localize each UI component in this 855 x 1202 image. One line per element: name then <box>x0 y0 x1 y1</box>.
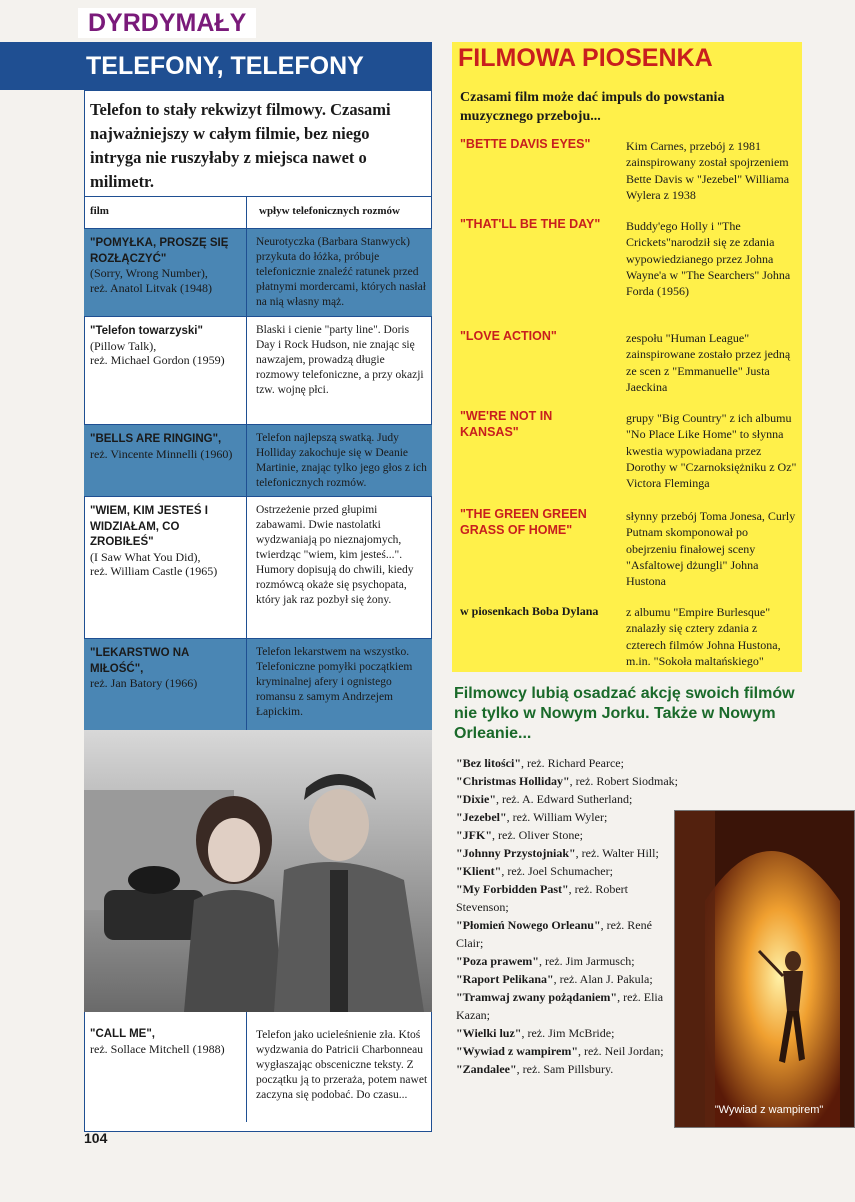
table-row <box>84 496 432 638</box>
song-description: Kim Carnes, przebój z 1981 zainspirowany został spojrzeniem Bette Davis w "Jezebel" Williama Wylera z 1938 <box>626 139 790 202</box>
film-title: "WIEM, KIM JESTEŚ I WIDZIAŁAM, CO ZROBIŁEŚ" <box>90 505 208 548</box>
table-header-film: film <box>84 196 246 228</box>
list-item: "Klient", reż. Joel Schumacher; <box>456 864 613 878</box>
page-number: 104 <box>84 1130 108 1146</box>
film-original-title: (I Saw What You Did), <box>90 549 201 564</box>
song-description: zespołu "Human League" zainspirowane zostało przez jedną ze scen z "Emmanuelle" Justa Jaeckina <box>626 331 791 394</box>
song-title: "BETTE DAVIS EYES" <box>460 137 591 151</box>
right-article-title: FILMOWA PIOSENKA <box>458 44 713 72</box>
film-description: Telefon lekarstwem na wszystko. Telefoniczne pomyłki początkiem kryminalnej afery i ognistego romansu z samym Andrzejem Łapickim. <box>256 646 413 718</box>
film-title: "Telefon towarzyski" <box>90 325 203 337</box>
list-item: "Wielki luz", reż. Jim McBride; <box>456 1026 615 1040</box>
list-item: "Dixie", reż. A. Edward Sutherland; <box>456 792 633 806</box>
list-item: "Christmas Holliday", reż. Robert Siodmak; <box>456 774 678 788</box>
list-item: "My Forbidden Past", reż. Robert Stevenson; <box>456 882 628 914</box>
table-row <box>84 638 432 730</box>
film-director: reż. Anatol Litvak (1948) <box>90 280 212 295</box>
table-row <box>84 316 432 424</box>
list-item: "Bez litości", reż. Richard Pearce; <box>456 756 624 770</box>
list-item: "Zandalee", reż. Sam Pillsbury. <box>456 1062 614 1076</box>
film-still-photo <box>84 730 432 1012</box>
song-title: "THE GREEN GREEN GRASS OF HOME" <box>460 507 587 537</box>
film-director: reż. William Castle (1965) <box>90 564 218 578</box>
new-orleans-film-list <box>456 754 678 1078</box>
film-description: Telefon najlepszą swatką. Judy Holliday zakochuje się w Deanie Martinie, znając tylko jego głos z ich telefonicznych rozmów. <box>256 432 427 489</box>
list-item: "Tramwaj zwany pożądaniem", reż. Elia Kazan; <box>456 990 664 1022</box>
vampire-film-photo <box>674 810 855 1128</box>
film-title: "BELLS ARE RINGING", <box>90 433 222 445</box>
list-item: "Raport Pelikana", reż. Alan J. Pakula; <box>456 972 653 986</box>
song-description: grupy "Big Country" z ich albumu "No Place Like Home" to słynna kwestia wypowiadana przez Dorothy w "Czarnoksiężniku z Oz" Victora Fleminga <box>626 411 797 491</box>
list-item: "Poza prawem", reż. Jim Jarmusch; <box>456 954 635 968</box>
film-title: "POMYŁKA, PROSZĘ SIĘ ROZŁĄCZYĆ" <box>90 237 229 265</box>
film-title: "CALL ME", <box>90 1028 155 1040</box>
film-description: Telefon jako ucieleśnienie zła. Ktoś wydzwania do Patricii Charbonneau wygłaszając obsceniczne teksty. Z początku ją to przeraża, potem nawet zaczyna się podobać. Do czasu... <box>256 1029 428 1101</box>
film-description: Ostrzeżenie przed głupimi zabawami. Dwie nastolatki wydzwaniają po nieznajomych, twierdząc "wiem, kim jesteś...". Humory dopisują do chwili, kiedy rozmówcą okaże się psychopata, który jak raz pozbył się żony. <box>256 504 414 606</box>
table-header-impact: wpływ telefonicznych rozmów <box>246 196 432 228</box>
list-item: "Johnny Przystojniak", reż. Walter Hill; <box>456 846 659 860</box>
film-director: reż. Sollace Mitchell (1988) <box>90 1041 225 1056</box>
film-director: reż. Jan Batory (1966) <box>90 676 198 690</box>
list-item: "Płomień Nowego Orleanu", reż. René Clair; <box>456 918 652 950</box>
film-description: Neurotyczka (Barbara Stanwyck) przykuta do łóżka, próbuje telefonicznie znaleźć ratunek przed płatnymi mordercami, których nasłał na nią własny mąż. <box>256 236 426 308</box>
film-director: reż. Vincente Minnelli (1960) <box>90 446 233 461</box>
song-title: "THAT'LL BE THE DAY" <box>460 217 601 231</box>
table-row <box>84 228 432 316</box>
film-original-title: (Sorry, Wrong Number), <box>90 266 208 280</box>
left-article-title: TELEFONY, TELEFONY <box>0 42 432 90</box>
film-description: Blaski i cienie "party line". Doris Day i Rock Hudson, nie znając się nawzajem, prowadzą długie rozmowy telefoniczne, a przy okazji tzw. wojnę płci. <box>256 324 424 396</box>
new-orleans-headline: Filmowcy lubią osadzać akcję swoich filmów nie tylko w Nowym Jorku. Także w Nowym Orleanie... <box>454 685 795 742</box>
song-title: "WE'RE NOT IN KANSAS" <box>460 409 553 439</box>
list-item: "Jezebel", reż. William Wyler; <box>456 810 608 824</box>
table-row <box>84 1012 432 1122</box>
song-description: Buddy'ego Holly i "The Crickets"narodził się ze zdania wypowiedzianego przez Johna Wayne'a w "The Searchers" Johna Forda (1956) <box>626 219 791 299</box>
song-description: słynny przebój Toma Jonesa, Curly Putnam skomponował po obejrzeniu finałowej sceny "Asfaltowej dżungli" Johna Hustona <box>626 509 796 589</box>
songs-intro: Czasami film może dać impuls do powstania muzycznego przeboju... <box>460 90 725 124</box>
list-item: "JFK", reż. Oliver Stone; <box>456 828 583 842</box>
song-description: z albumu "Empire Burlesque" znalazły się cztery zdania z czterech filmów Johna Hustona, m.in. "Sokoła maltańskiego" <box>626 605 781 668</box>
song-title: "LOVE ACTION" <box>460 329 557 343</box>
phones-intro: Telefon to stały rekwizyt filmowy. Czasami najważniejszy w całym filmie, bez niego intryga nie ruszyłaby z miejsca nawet o milimetr. <box>90 100 391 191</box>
film-original-title: (Pillow Talk), <box>90 338 157 353</box>
table-row <box>84 424 432 496</box>
photo-caption: "Wywiad z wampirem" <box>714 1104 824 1116</box>
film-title: "LEKARSTWO NA MIŁOŚĆ", <box>90 647 189 675</box>
film-director: reż. Michael Gordon (1959) <box>90 353 225 367</box>
list-item: "Wywiad z wampirem", reż. Neil Jordan; <box>456 1044 664 1058</box>
song-title: w piosenkach Boba Dylana <box>460 604 599 618</box>
section-label: DYRDYMAŁY <box>78 8 256 38</box>
